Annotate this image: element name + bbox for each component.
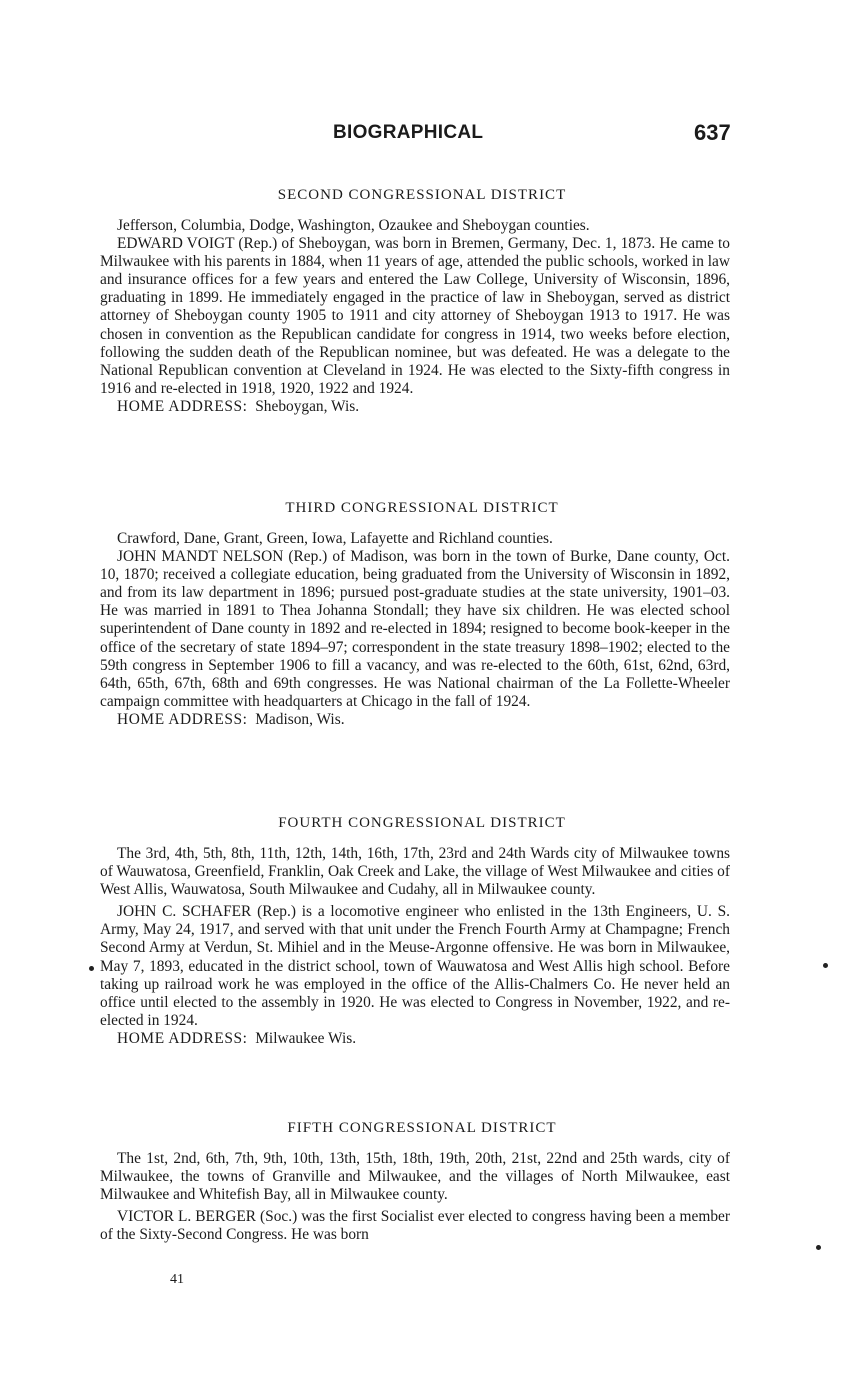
home-address-label: HOME ADDRESS: xyxy=(117,397,248,415)
section-heading: FIFTH CONGRESSIONAL DISTRICT xyxy=(287,1120,557,1136)
home-address xyxy=(100,1030,730,1048)
home-address-value: Sheboygan, Wis. xyxy=(255,397,360,415)
section-third-district xyxy=(100,499,730,729)
section-heading: THIRD CONGRESSIONAL DISTRICT xyxy=(285,500,559,516)
section-second-district xyxy=(100,186,730,416)
district-wards: The 1st, 2nd, 6th, 7th, 9th, 10th, 13th, 15th, 18th, 19th, 20th, 21st, 22nd and 25th wards, city of Milwaukee, the towns of Granville and Milwaukee, and the villages of North Milwaukee, east Milwaukee and Whitefish Bay, all in Milwaukee county. xyxy=(100,1150,730,1204)
home-address-label: HOME ADDRESS: xyxy=(117,1029,248,1047)
home-address-label: HOME ADDRESS: xyxy=(117,710,248,728)
district-counties: Jefferson, Columbia, Dodge, Washington, Ozaukee and Sheboygan counties. xyxy=(117,217,590,234)
section-fourth-district xyxy=(100,814,730,1048)
home-address xyxy=(100,398,730,416)
biography-paragraph: VICTOR L. BERGER (Soc.) was the first Socialist ever elected to congress having been a member of the Sixty-Second Congress. He was born xyxy=(100,1208,730,1244)
section-heading: FOURTH CONGRESSIONAL DISTRICT xyxy=(278,815,566,831)
section-fifth-district xyxy=(100,1119,730,1244)
biography-paragraph: JOHN MANDT NELSON (Rep.) of Madison, was born in the town of Burke, Dane county, Oct. 10, 1870; received a collegiate education, being graduated from the University of Wisconsin in 1892, and from its law department in 1896; pursued post-graduate studies at the state university, 1901–03. He was married in 1891 to Thea Johanna Stondall; they have six children. He was elected school superintendent of Dane county in 1892 and re-elected in 1894; resigned to become book-keeper in the office of the secretary of state 1894–97; correspondent in the state treasury 1898–1902; elected to the 59th congress in September 1906 to fill a vacancy, and was re-elected to the 60th, 61st, 62nd, 63rd, 64th, 65th, 67th, 68th and 69th congresses. He was National chairman of the La Follette-Wheeler campaign committee with headquarters at Chicago in the fall of 1924. xyxy=(100,548,730,710)
home-address-value: Milwaukee Wis. xyxy=(255,1029,357,1047)
section-heading: SECOND CONGRESSIONAL DISTRICT xyxy=(277,187,567,203)
scan-speck xyxy=(823,963,828,968)
district-counties: Crawford, Dane, Grant, Green, Iowa, Lafayette and Richland counties. xyxy=(117,530,553,547)
scan-speck xyxy=(89,966,94,971)
home-address-value: Madison, Wis. xyxy=(255,710,345,728)
biography-paragraph: JOHN C. SCHAFER (Rep.) is a locomotive engineer who enlisted in the 13th Engineers, U. S. Army, May 24, 1917, and served with that unit under the French Fourth Army at Champagne; French Second Army at Verdun, St. Mihiel and in the Meuse-Argonne offensive. He was born in Milwaukee, May 7, 1893, educated in the district school, town of Wauwatosa and West Allis high school. Before taking up railroad work he was employed in the office of the Allis-Chalmers Co. He never held an office until elected to the assembly in 1920. He was elected to Congress in November, 1922, and re-elected in 1924. xyxy=(100,903,730,1029)
district-wards: The 3rd, 4th, 5th, 8th, 11th, 12th, 14th, 16th, 17th, 23rd and 24th Wards city of Milwaukee towns of Wauwatosa, Greenfield, Franklin, Oak Creek and Lake, the village of West Milwaukee and cities of West Allis, Wauwatosa, South Milwaukee and Cudahy, all in Milwaukee county. xyxy=(100,845,730,899)
biography-paragraph: EDWARD VOIGT (Rep.) of Sheboygan, was born in Bremen, Germany, Dec. 1, 1873. He came to Milwaukee with his parents in 1884, when 11 years of age, attended the public schools, worked in law and insurance offices for a few years and entered the Law College, University of Wisconsin, 1896, graduating in 1899. He immediately engaged in the practice of law in Sheboygan, served as district attorney of Sheboygan county 1905 to 1911 and city attorney of Sheboygan 1913 to 1917. He was chosen in convention as the Republican candidate for congress in 1914, two weeks before election, following the sudden death of the Republican nominee, but was defeated. He was a delegate to the National Republican convention at Cleveland in 1924. He was elected to the Sixty-fifth congress in 1916 and re-elected in 1918, 1920, 1922 and 1924. xyxy=(100,235,730,397)
running-header-title: BIOGRAPHICAL xyxy=(333,122,484,143)
signature-mark: 41 xyxy=(170,1272,184,1287)
page-number: 637 xyxy=(694,120,731,145)
scan-speck xyxy=(816,1245,821,1250)
home-address xyxy=(100,711,730,729)
